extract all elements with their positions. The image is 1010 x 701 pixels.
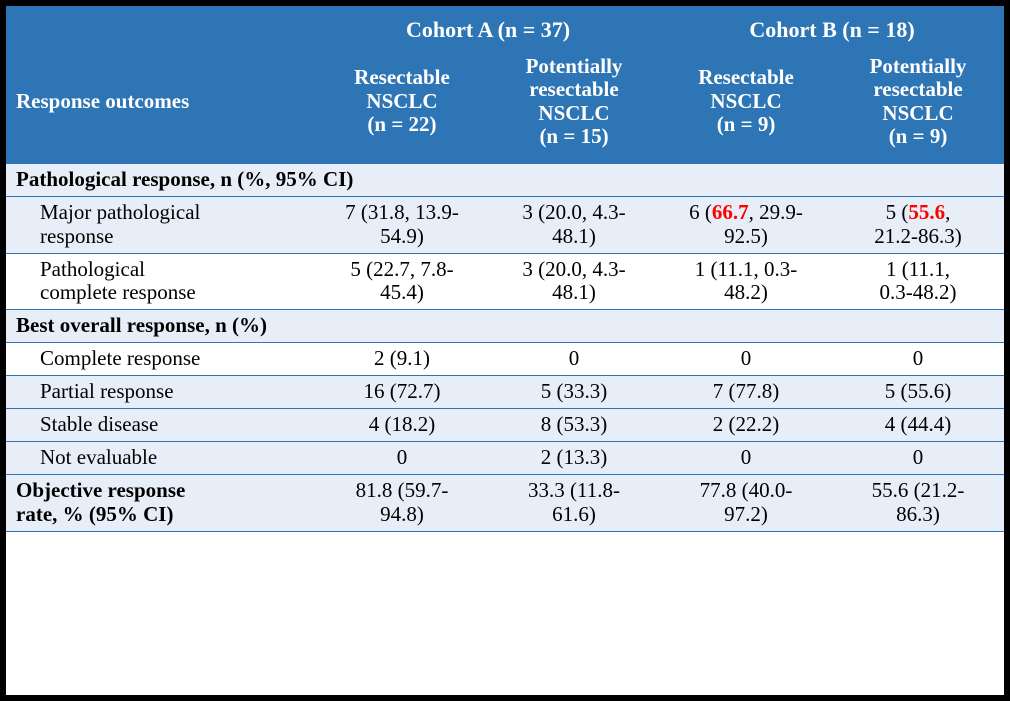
cell-ne-cohort-a-potentially-resectable: 2 (13.3) <box>488 442 660 475</box>
value-line: 48.1) <box>552 280 596 305</box>
header-group-row <box>6 6 1004 51</box>
header-response-outcomes: Response outcomes <box>6 51 316 164</box>
value-prefix: 6 ( <box>689 199 712 224</box>
value-line: 7 (31.8, 13.9- <box>345 199 459 224</box>
response-outcomes-table <box>6 6 1004 532</box>
table-row <box>6 253 1004 310</box>
label-line: Pathological <box>40 256 145 281</box>
value-highlight: 66.7 <box>711 199 749 224</box>
section-title-best-overall-response: Best overall response, n (%) <box>6 310 1004 343</box>
table-row <box>6 343 1004 376</box>
header-cohort-a-potentially-resectable <box>488 51 660 164</box>
cell-sd-cohort-b-resectable: 2 (22.2) <box>660 409 832 442</box>
cell-pr-cohort-a-potentially-resectable: 5 (33.3) <box>488 376 660 409</box>
header-line: Potentially <box>525 53 623 78</box>
header-line: NSCLC <box>366 88 438 113</box>
header-cohort-b-potentially-resectable <box>832 51 1004 164</box>
value-line: 55.6 (21.2- <box>871 478 965 503</box>
cell-mpr-cohort-b-potentially-resectable <box>832 196 1004 253</box>
cell-cr-cohort-b-potentially-resectable: 0 <box>832 343 1004 376</box>
header-cohort-a-resectable <box>316 51 488 164</box>
header-group-cohort-b: Cohort B (n = 18) <box>660 6 1004 51</box>
value-line: 21.2-86.3) <box>874 223 962 248</box>
header-subcolumn-row <box>6 51 1004 164</box>
cell-pcr-cohort-b-resectable <box>660 253 832 310</box>
row-label-complete-response: Complete response <box>6 343 316 376</box>
header-line: Resectable <box>698 65 794 90</box>
value-line: 81.8 (59.7- <box>355 478 449 503</box>
value-line: 54.9) <box>380 223 424 248</box>
header-group-cohort-a: Cohort A (n = 37) <box>316 6 660 51</box>
cell-orr-cohort-a-resectable <box>316 475 488 532</box>
cell-sd-cohort-a-resectable: 4 (18.2) <box>316 409 488 442</box>
row-label-major-pathological-response <box>6 196 316 253</box>
cell-pcr-cohort-a-resectable <box>316 253 488 310</box>
header-line: resectable <box>873 77 963 102</box>
table-body <box>6 163 1004 531</box>
table-row <box>6 376 1004 409</box>
value-line: 97.2) <box>724 502 768 526</box>
value-line: 5 (22.7, 7.8- <box>350 256 454 281</box>
section-title-pathological-response: Pathological response, n (%, 95% CI) <box>6 163 1004 196</box>
label-line: Objective response <box>16 478 186 503</box>
value-line: 45.4) <box>380 280 424 305</box>
table-row <box>6 475 1004 532</box>
header-line: NSCLC <box>882 100 954 125</box>
value-line <box>838 201 998 225</box>
row-label-pathological-complete-response <box>6 253 316 310</box>
cell-cr-cohort-a-resectable: 2 (9.1) <box>316 343 488 376</box>
value-prefix: 5 ( <box>885 199 909 224</box>
label-line: rate, % (95% CI) <box>16 502 174 526</box>
row-label-not-evaluable: Not evaluable <box>6 442 316 475</box>
cell-orr-cohort-a-potentially-resectable <box>488 475 660 532</box>
value-suffix: , 29.9- <box>748 199 803 224</box>
cell-mpr-cohort-a-resectable <box>316 196 488 253</box>
cell-ne-cohort-b-potentially-resectable: 0 <box>832 442 1004 475</box>
header-line: (n = 15) <box>539 124 609 149</box>
cell-pcr-cohort-a-potentially-resectable <box>488 253 660 310</box>
cell-orr-cohort-b-potentially-resectable <box>832 475 1004 532</box>
table-row <box>6 196 1004 253</box>
cell-mpr-cohort-b-resectable <box>660 196 832 253</box>
cell-cr-cohort-b-resectable: 0 <box>660 343 832 376</box>
header-line: (n = 22) <box>367 112 437 137</box>
table-section-row <box>6 163 1004 196</box>
table-header <box>6 6 1004 163</box>
table-section-row <box>6 310 1004 343</box>
value-line <box>666 201 826 225</box>
value-suffix: , <box>945 199 951 224</box>
header-cohort-b-resectable <box>660 51 832 164</box>
label-line: Major pathological <box>40 199 201 224</box>
cell-ne-cohort-b-resectable: 0 <box>660 442 832 475</box>
cell-pr-cohort-b-potentially-resectable: 5 (55.6) <box>832 376 1004 409</box>
cell-cr-cohort-a-potentially-resectable: 0 <box>488 343 660 376</box>
label-line: complete response <box>40 280 196 305</box>
row-label-stable-disease: Stable disease <box>6 409 316 442</box>
value-line: 77.8 (40.0- <box>699 478 793 503</box>
cell-orr-cohort-b-resectable <box>660 475 832 532</box>
cell-ne-cohort-a-resectable: 0 <box>316 442 488 475</box>
value-line: 61.6) <box>552 502 596 526</box>
header-line: NSCLC <box>538 100 610 125</box>
value-line: 0.3-48.2) <box>879 280 957 305</box>
header-corner-blank <box>6 6 316 51</box>
response-outcomes-table-container <box>6 6 1004 695</box>
cell-pr-cohort-a-resectable: 16 (72.7) <box>316 376 488 409</box>
value-highlight: 55.6 <box>908 199 946 224</box>
header-line: NSCLC <box>710 88 782 113</box>
header-line: Resectable <box>354 65 450 90</box>
value-line: 94.8) <box>380 502 424 526</box>
cell-sd-cohort-a-potentially-resectable: 8 (53.3) <box>488 409 660 442</box>
value-line: 33.3 (11.8- <box>528 478 620 503</box>
value-line: 86.3) <box>896 502 940 526</box>
header-line: (n = 9) <box>888 124 948 149</box>
value-line: 1 (11.1, <box>886 256 950 281</box>
header-line: resectable <box>529 77 619 102</box>
value-line: 92.5) <box>724 223 768 248</box>
cell-mpr-cohort-a-potentially-resectable <box>488 196 660 253</box>
header-line: Potentially <box>869 53 967 78</box>
table-row <box>6 442 1004 475</box>
cell-pr-cohort-b-resectable: 7 (77.8) <box>660 376 832 409</box>
value-line: 48.2) <box>724 280 768 305</box>
label-line: response <box>40 223 114 248</box>
value-line: 1 (11.1, 0.3- <box>694 256 798 281</box>
row-label-partial-response: Partial response <box>6 376 316 409</box>
value-line: 48.1) <box>552 223 596 248</box>
table-row <box>6 409 1004 442</box>
cell-sd-cohort-b-potentially-resectable: 4 (44.4) <box>832 409 1004 442</box>
header-line: (n = 9) <box>716 112 776 137</box>
value-line: 3 (20.0, 4.3- <box>522 199 626 224</box>
row-label-objective-response-rate <box>6 475 316 532</box>
value-line: 3 (20.0, 4.3- <box>522 256 626 281</box>
cell-pcr-cohort-b-potentially-resectable <box>832 253 1004 310</box>
